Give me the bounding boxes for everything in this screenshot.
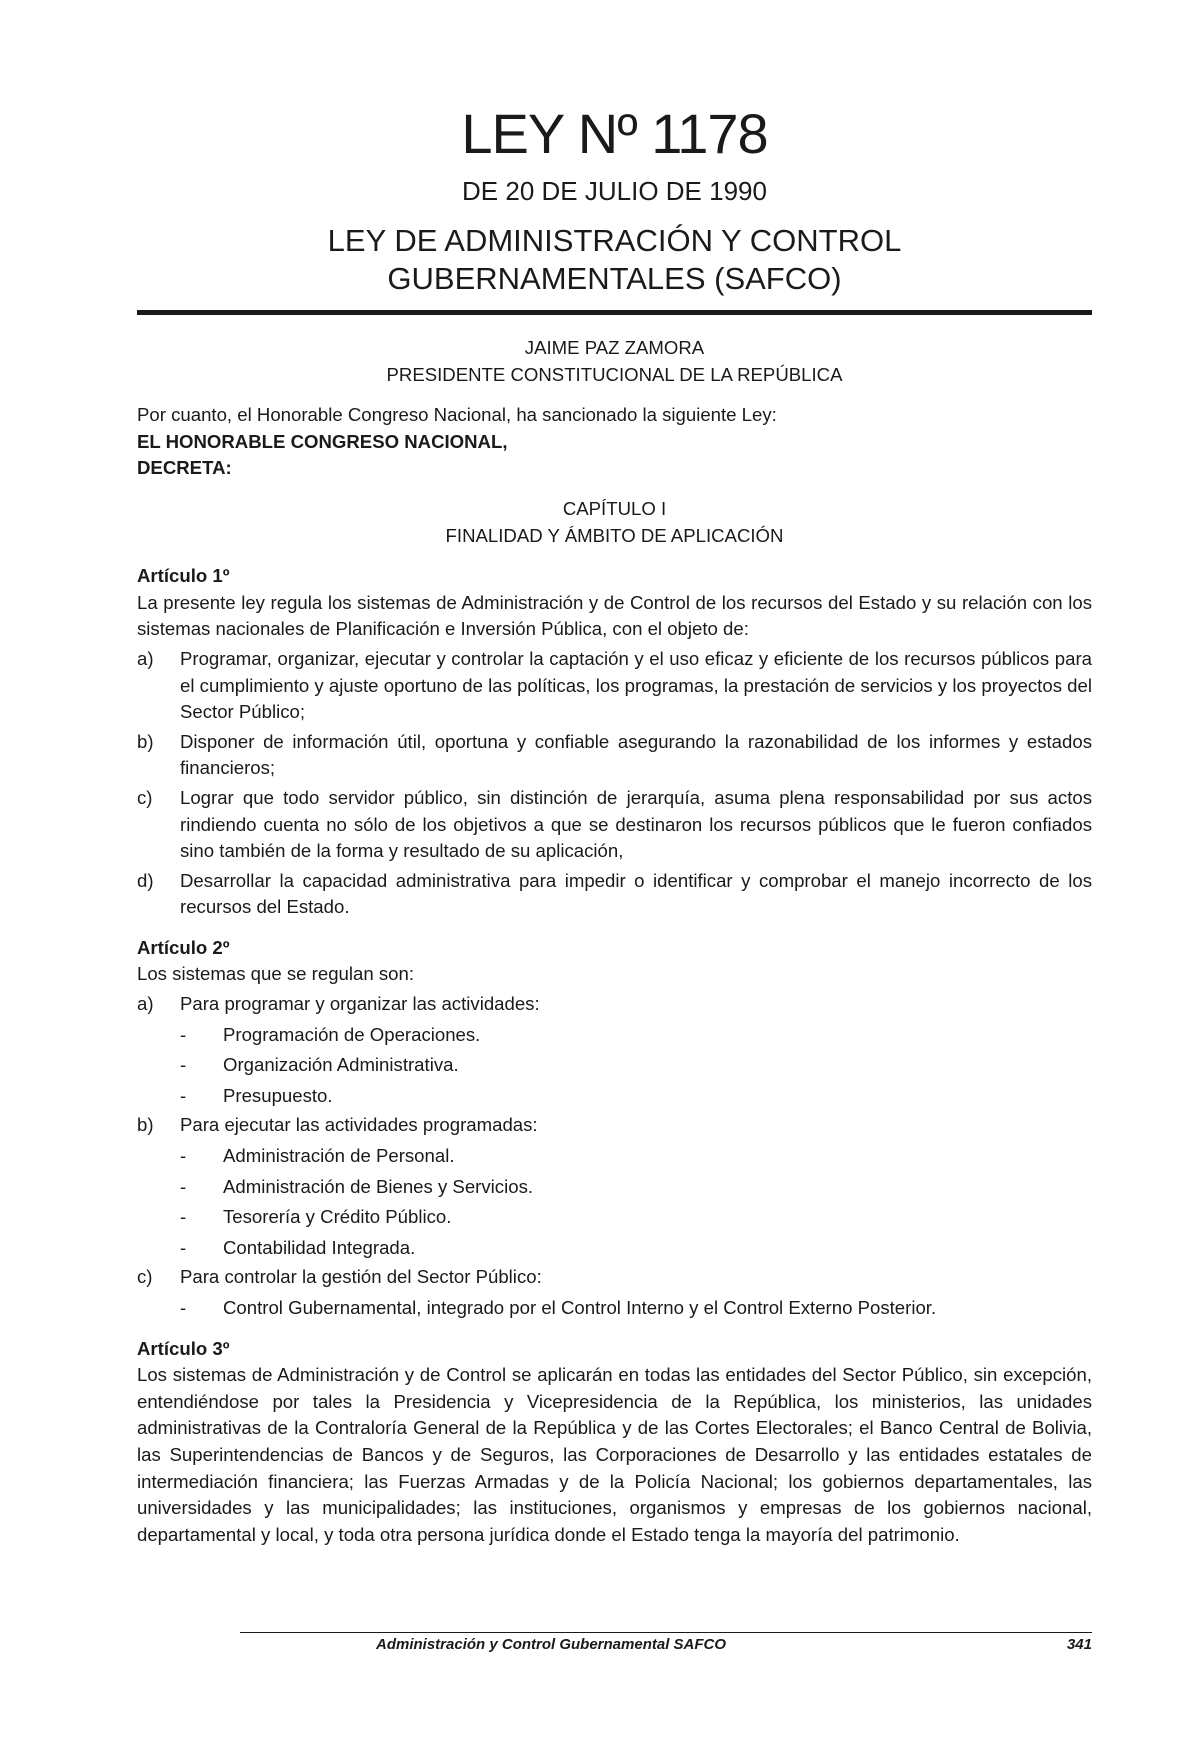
dash-marker: - bbox=[180, 1297, 187, 1318]
article-2-intro: Los sistemas que se regulan son: bbox=[137, 963, 414, 985]
law-name bbox=[137, 222, 1092, 298]
law-name-line-1: LEY DE ADMINISTRACIÓN Y CONTROL bbox=[327, 223, 902, 258]
page-number: 341 bbox=[1066, 1636, 1092, 1653]
item-marker: a) bbox=[137, 993, 154, 1015]
item-text: Para controlar la gestión del Sector Público: bbox=[180, 1266, 542, 1288]
dash-marker: - bbox=[180, 1206, 187, 1228]
sub-item-text: Administración de Bienes y Servicios. bbox=[223, 1175, 534, 1197]
item-text: Programar, organizar, ejecutar y controlar la captación y el uso eficaz y eficiente de los recursos públicos para el cumplimiento y ajuste oportuno de las políticas, los programas, la prestación de servicios y los proyectos del Sector Público; bbox=[180, 647, 1092, 723]
footer-title: Administración y Control Gubernamental SAFCO bbox=[376, 1636, 727, 1653]
sub-item-text: Control Gubernamental, integrado por el Control Interno y el Control Externo Posterior. bbox=[223, 1297, 937, 1318]
item-text: Desarrollar la capacidad administrativa para impedir o identificar y comprobar el manejo incorrecto de los recursos del Estado. bbox=[180, 869, 1092, 918]
sub-item bbox=[137, 1022, 1092, 1049]
preamble-intro: Por cuanto, el Honorable Congreso Nacional, ha sancionado la siguiente Ley: bbox=[137, 404, 777, 426]
title-divider bbox=[137, 310, 1092, 315]
sub-item bbox=[137, 1143, 1092, 1170]
president-name: JAIME PAZ ZAMORA bbox=[524, 337, 705, 358]
article-3-text: Los sistemas de Administración y de Control se aplicarán en todas las entidades del Sector Público, sin excepción, entendiéndose por tales la Presidencia y Vicepresidencia de la República, los ministerios, las unidades administrativas de la Contraloría General de la República y de las Cortes Electorales; el Banco Central de Bolivia, las Superintendencias de Bancos y de Seguros, las Corporaciones de Desarrollo y las entidades estatales de intermediación financiera; las Fuerzas Armadas y de la Policía Nacional; los gobiernos departamentales, las universidades y las municipalidades; las instituciones, organismos y empresas de los gobiernos nacional, departamental y local, y toda otra persona jurídica donde el Estado tenga la mayoría del patrimonio. bbox=[137, 1364, 1092, 1545]
sub-item-text: Tesorería y Crédito Público. bbox=[223, 1206, 452, 1228]
article-3-heading: Artículo 3º bbox=[137, 1337, 230, 1359]
sub-item bbox=[137, 1204, 1092, 1231]
article-1-item-d bbox=[137, 868, 1092, 921]
chapter-title: FINALIDAD Y ÁMBITO DE APLICACIÓN bbox=[445, 524, 784, 546]
preamble-congress: EL HONORABLE CONGRESO NACIONAL, bbox=[137, 430, 508, 452]
item-text: Disponer de información útil, oportuna y confiable asegurando la razonabilidad de los informes y estados financieros; bbox=[180, 730, 1092, 779]
article-1-item-a bbox=[137, 646, 1092, 726]
article-2-item-c bbox=[137, 1264, 1092, 1291]
item-marker: a) bbox=[137, 647, 154, 669]
law-date: DE 20 DE JULIO DE 1990 bbox=[462, 176, 767, 206]
dash-marker: - bbox=[180, 1175, 187, 1197]
document-body bbox=[137, 335, 1092, 1548]
article-2-item-b bbox=[137, 1112, 1092, 1139]
president-title: PRESIDENTE CONSTITUCIONAL DE LA REPÚBLICA bbox=[386, 363, 843, 385]
item-text: Lograr que todo servidor público, sin distinción de jerarquía, asuma plena responsabilidad por sus actos rindiendo cuenta no sólo de los objetivos a que se destinaron los recursos públicos que le fueron confiados sino también de la forma y resultado de su aplicación, bbox=[180, 786, 1092, 862]
law-number-title: LEY Nº 1178 bbox=[461, 102, 768, 165]
dash-marker: - bbox=[180, 1236, 187, 1258]
item-marker: c) bbox=[137, 786, 153, 808]
sub-item bbox=[137, 1174, 1092, 1201]
article-1-intro: La presente ley regula los sistemas de Administración y de Control de los recursos del Estado y su relación con los sistemas nacionales de Planificación e Inversión Pública, con el objeto de: bbox=[137, 591, 1092, 640]
sub-item bbox=[137, 1083, 1092, 1110]
dash-marker: - bbox=[180, 1023, 187, 1045]
article-2-heading: Artículo 2º bbox=[137, 936, 230, 958]
sub-item-text: Organización Administrativa. bbox=[223, 1054, 459, 1076]
preamble-decreta: DECRETA: bbox=[137, 457, 232, 479]
sub-item bbox=[137, 1052, 1092, 1079]
item-text: Para ejecutar las actividades programadas: bbox=[180, 1114, 538, 1136]
article-1-item-b bbox=[137, 729, 1092, 782]
item-marker: b) bbox=[137, 1114, 154, 1136]
footer-divider bbox=[240, 1632, 1092, 1633]
chapter-label: CAPÍTULO I bbox=[562, 497, 667, 519]
sub-item bbox=[137, 1235, 1092, 1262]
article-1-heading: Artículo 1º bbox=[137, 565, 230, 587]
page-footer bbox=[240, 1634, 1092, 1658]
dash-marker: - bbox=[180, 1145, 187, 1167]
sub-item-text: Programación de Operaciones. bbox=[223, 1023, 481, 1045]
item-marker: d) bbox=[137, 869, 154, 891]
sub-item-text: Presupuesto. bbox=[223, 1084, 333, 1106]
sub-item-text: Administración de Personal. bbox=[223, 1145, 455, 1167]
dash-marker: - bbox=[180, 1054, 187, 1076]
sub-item bbox=[137, 1295, 1092, 1322]
sub-item-text: Contabilidad Integrada. bbox=[223, 1236, 416, 1258]
article-1-item-c bbox=[137, 785, 1092, 865]
item-marker: c) bbox=[137, 1266, 153, 1288]
item-text: Para programar y organizar las actividades: bbox=[180, 993, 540, 1015]
article-2-item-a bbox=[137, 991, 1092, 1018]
law-name-line-2: GUBERNAMENTALES (SAFCO) bbox=[387, 261, 842, 296]
item-marker: b) bbox=[137, 730, 154, 752]
dash-marker: - bbox=[180, 1084, 187, 1106]
